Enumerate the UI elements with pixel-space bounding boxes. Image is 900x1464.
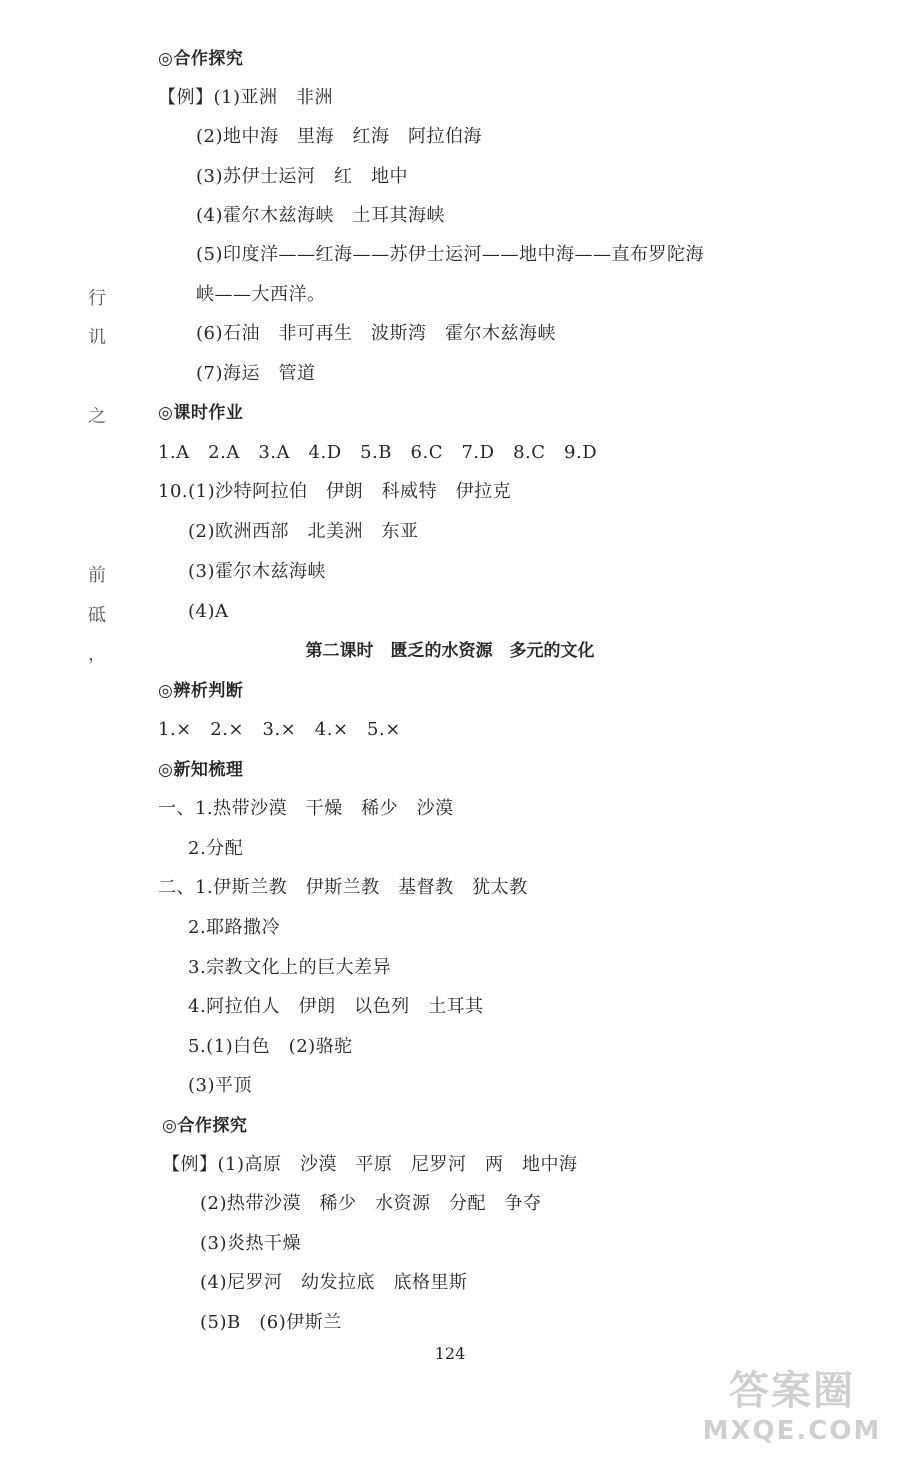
- answer-line: 4.阿拉伯人 伊朗 以色列 土耳其: [188, 996, 484, 1017]
- answer-line: (7)海运 管道: [196, 363, 316, 384]
- answer-line: 1.A 2.A 3.A 4.D 5.B 6.C 7.D 8.C 9.D: [158, 442, 598, 463]
- answer-line: 2.耶路撒冷: [188, 917, 281, 938]
- watermark-logo: [702, 1366, 882, 1456]
- margin-mark: 前: [88, 565, 106, 586]
- section-heading-new-knowledge: ◎新知梳理: [158, 760, 244, 780]
- answer-line: (2)欧洲西部 北美洲 东亚: [188, 521, 419, 542]
- section-heading-homework: ◎课时作业: [158, 403, 244, 423]
- answer-line: (4)霍尔木兹海峡 土耳其海峡: [196, 205, 445, 226]
- margin-mark: 砥: [88, 605, 106, 626]
- answer-line: (3)苏伊士运河 红 地中: [196, 166, 408, 187]
- chapter-title: 第二课时 匮乏的水资源 多元的文化: [305, 641, 595, 661]
- answer-line: (5)印度洋——红海——苏伊士运河——地中海——直布罗陀海: [196, 244, 704, 265]
- answer-line: (4)A: [188, 601, 229, 622]
- answer-line: 5.(1)白色 (2)骆驼: [188, 1036, 353, 1057]
- page-number: 124: [434, 1344, 466, 1363]
- answer-line: (2)地中海 里海 红海 阿拉伯海: [196, 126, 482, 147]
- watermark-url: MXQE.COM: [702, 1416, 882, 1446]
- answer-line: (3)炎热干燥: [200, 1233, 301, 1254]
- margin-mark: 之: [88, 406, 106, 427]
- answer-line: 10.(1)沙特阿拉伯 伊朗 科威特 伊拉克: [158, 481, 512, 502]
- margin-mark: ，: [88, 644, 106, 665]
- watermark-title: 答案圈: [729, 1368, 855, 1414]
- section-heading-cooperative-inquiry: ◎合作探究: [158, 49, 244, 69]
- section-heading-judgment: ◎辨析判断: [158, 681, 244, 701]
- answer-line: (4)尼罗河 幼发拉底 底格里斯: [200, 1272, 468, 1293]
- answer-line: 峡——大西洋。: [196, 284, 326, 305]
- answer-line: 【例】(1)亚洲 非洲: [158, 87, 333, 108]
- answer-line: (6)石油 非可再生 波斯湾 霍尔木兹海峡: [196, 323, 556, 344]
- answer-line: 【例】(1)高原 沙漠 平原 尼罗河 两 地中海: [162, 1154, 578, 1175]
- margin-mark: 行: [88, 288, 106, 309]
- answer-line: (3)霍尔木兹海峡: [188, 561, 326, 582]
- answer-line: 3.宗教文化上的巨大差异: [188, 957, 392, 978]
- answer-line: (3)平顶: [188, 1075, 252, 1096]
- answer-line: 一、1.热带沙漠 干燥 稀少 沙漠: [158, 798, 454, 819]
- answer-line: 2.分配: [188, 838, 244, 859]
- section-heading-cooperative-inquiry-2: ◎合作探究: [162, 1116, 248, 1136]
- margin-mark: 讥: [88, 327, 106, 348]
- answer-line: (2)热带沙漠 稀少 水资源 分配 争夺: [200, 1193, 542, 1214]
- answer-line: 二、1.伊斯兰教 伊斯兰教 基督教 犹太教: [158, 877, 528, 898]
- answer-line: 1.× 2.× 3.× 4.× 5.×: [158, 719, 401, 740]
- answer-line: (5)B (6)伊斯兰: [200, 1312, 342, 1333]
